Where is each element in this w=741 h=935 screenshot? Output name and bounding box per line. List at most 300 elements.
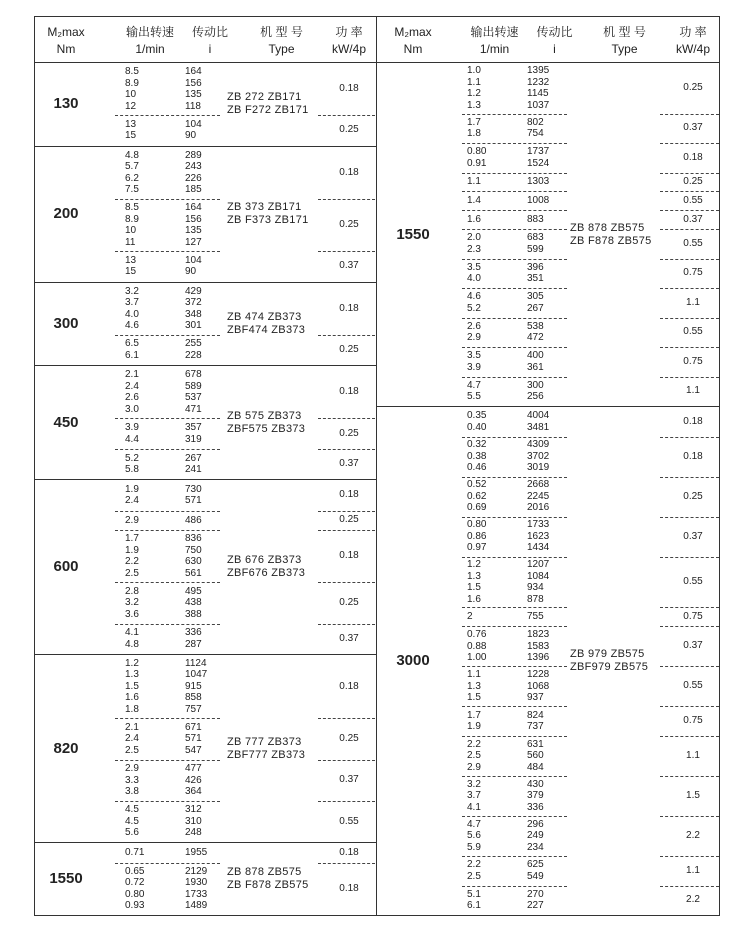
- ratio: 878: [527, 593, 544, 605]
- ratio: 248: [185, 827, 202, 839]
- output-speed: 15: [125, 266, 137, 278]
- table-header: [377, 17, 720, 62]
- output-speed: 1.7: [467, 116, 481, 128]
- output-speed: 4.8: [125, 149, 139, 161]
- output-speed: 5.2: [467, 302, 481, 314]
- group-separator: [115, 251, 220, 252]
- header-type-line: 机 型 号: [603, 25, 646, 39]
- output-speed: 2.2: [467, 738, 481, 750]
- power-separator: [318, 418, 375, 419]
- ratio: 883: [527, 214, 544, 226]
- output-speed: 3.5: [467, 350, 481, 362]
- power-value: 0.25: [339, 343, 359, 355]
- power-separator: [660, 437, 719, 438]
- output-speed: 4.1: [467, 801, 481, 813]
- header-power-line: kW/4p: [675, 42, 710, 56]
- power-separator: [318, 335, 375, 336]
- group-separator: [115, 863, 220, 864]
- header-speed-line: 输出转速: [125, 25, 174, 39]
- ratio: 379: [527, 790, 544, 802]
- power-separator: [318, 199, 375, 200]
- torque-block-820: [35, 655, 376, 842]
- power-value: 0.18: [339, 386, 359, 398]
- power-separator: [660, 143, 719, 144]
- group-separator: [115, 801, 220, 802]
- power-value: 0.18: [339, 680, 359, 692]
- ratio: 156: [185, 77, 202, 89]
- output-speed: 1.3: [125, 669, 139, 681]
- ratio: 472: [527, 332, 544, 344]
- group-separator: [462, 191, 567, 192]
- power-separator: [660, 626, 719, 627]
- ratio: 185: [185, 184, 202, 196]
- ratio: 396: [527, 261, 544, 273]
- output-speed: 1.2: [467, 559, 481, 571]
- type-code-line: ZB 979 ZB575: [570, 648, 645, 661]
- power-value: 0.18: [339, 302, 359, 314]
- ratio: 1232: [527, 76, 550, 88]
- group-separator: [115, 418, 220, 419]
- output-speed: 1.1: [467, 669, 481, 681]
- output-speed: 2: [467, 611, 473, 623]
- output-speed: 1.5: [467, 582, 481, 594]
- header-power-line: 功 率: [335, 25, 363, 39]
- ratio: 471: [185, 403, 202, 415]
- header-type: [240, 24, 323, 58]
- header-speed-line: 1/min: [479, 42, 510, 56]
- group-separator: [462, 706, 567, 707]
- power-separator: [660, 886, 719, 887]
- ratio: 1930: [185, 877, 208, 889]
- power-value: 0.55: [683, 326, 703, 338]
- type-code-line: ZB 272 ZB171: [227, 91, 302, 104]
- group-separator: [115, 511, 220, 512]
- group-separator: [462, 557, 567, 558]
- ratio: 3481: [527, 421, 550, 433]
- output-speed: 6.1: [125, 349, 139, 361]
- output-speed: 1.1: [467, 176, 481, 188]
- ratio: 430: [527, 778, 544, 790]
- ratio: 289: [185, 149, 202, 161]
- torque-value: 450: [53, 413, 79, 431]
- ratio: 300: [527, 379, 544, 391]
- power-value: 0.25: [339, 427, 359, 439]
- ratio: 1733: [527, 519, 550, 531]
- output-speed: 0.69: [467, 502, 487, 514]
- power-separator: [660, 210, 719, 211]
- output-speed: 1.5: [125, 680, 139, 692]
- power-value: 0.55: [683, 576, 703, 588]
- output-speed: 1.1: [467, 76, 481, 88]
- group-separator: [115, 530, 220, 531]
- ratio: 1524: [527, 157, 550, 169]
- ratio: 319: [185, 433, 202, 445]
- output-speed: 4.7: [467, 379, 481, 391]
- group-separator: [462, 318, 567, 319]
- output-speed: 1.6: [125, 692, 139, 704]
- header-torque-line: M₂max: [47, 25, 85, 39]
- output-speed: 2.5: [467, 750, 481, 762]
- type-code-line: ZB F373 ZB171: [227, 214, 309, 227]
- torque-block-200: [35, 147, 376, 282]
- ratio: 1037: [527, 99, 550, 111]
- output-speed: 2.4: [125, 733, 139, 745]
- ratio: 1489: [185, 900, 208, 912]
- ratio: 400: [527, 350, 544, 362]
- output-speed: 2.0: [467, 232, 481, 244]
- power-value: 0.37: [339, 632, 359, 644]
- output-speed: 1.8: [125, 703, 139, 715]
- ratio: 301: [185, 320, 202, 332]
- output-speed: 1.6: [467, 214, 481, 226]
- group-separator: [462, 259, 567, 260]
- output-speed: 1.7: [467, 709, 481, 721]
- power-separator: [660, 318, 719, 319]
- group-separator: [462, 173, 567, 174]
- output-speed: 5.5: [467, 391, 481, 403]
- output-speed: 0.62: [467, 490, 487, 502]
- output-speed: 2.3: [467, 243, 481, 255]
- group-separator: [462, 288, 567, 289]
- output-speed: 0.97: [467, 542, 487, 554]
- type-code-line: ZB 878 ZB575: [227, 866, 302, 879]
- power-separator: [660, 229, 719, 230]
- group-separator: [462, 347, 567, 348]
- group-separator: [462, 477, 567, 478]
- type-code-line: ZB 373 ZB171: [227, 201, 302, 214]
- group-separator: [462, 517, 567, 518]
- power-value: 0.55: [683, 680, 703, 692]
- output-speed: 0.72: [125, 877, 145, 889]
- output-speed: 3.9: [125, 422, 139, 434]
- ratio: 754: [527, 128, 544, 140]
- power-separator: [660, 706, 719, 707]
- ratio: 625: [527, 859, 544, 871]
- group-separator: [462, 816, 567, 817]
- output-speed: 5.8: [125, 464, 139, 476]
- power-separator: [660, 377, 719, 378]
- output-speed: 0.71: [125, 847, 145, 859]
- output-speed: 1.3: [467, 570, 481, 582]
- torque-block-450: [35, 366, 376, 479]
- output-speed: 13: [125, 118, 137, 130]
- power-value: 0.75: [683, 267, 703, 279]
- ratio: 255: [185, 338, 202, 350]
- group-separator: [115, 199, 220, 200]
- output-speed: 7.5: [125, 184, 139, 196]
- output-speed: 0.76: [467, 629, 487, 641]
- power-separator: [660, 347, 719, 348]
- output-speed: 12: [125, 100, 137, 112]
- group-separator: [462, 776, 567, 777]
- ratio: 104: [185, 118, 202, 130]
- ratio: 267: [185, 452, 202, 464]
- power-value: 0.37: [683, 640, 703, 652]
- ratio: 267: [527, 302, 544, 314]
- ratio: 1068: [527, 680, 550, 692]
- output-speed: 5.2: [125, 452, 139, 464]
- group-separator: [115, 718, 220, 719]
- torque-value: 200: [53, 205, 79, 223]
- ratio: 135: [185, 89, 202, 101]
- output-speed: 5.6: [467, 830, 481, 842]
- header-type-line: 机 型 号: [260, 25, 303, 39]
- ratio: 571: [185, 495, 202, 507]
- power-separator: [318, 582, 375, 583]
- header-speed-line: 1/min: [135, 42, 165, 56]
- output-speed: 10: [125, 89, 137, 101]
- power-separator: [660, 114, 719, 115]
- type-code: [227, 866, 309, 892]
- output-speed: 0.80: [125, 888, 145, 900]
- output-speed: 2.2: [125, 556, 139, 568]
- output-speed: 0.52: [467, 479, 487, 491]
- ratio: 4004: [527, 410, 550, 422]
- header-torque-line: Nm: [56, 42, 76, 56]
- power-value: 0.55: [339, 815, 359, 827]
- group-separator: [462, 886, 567, 887]
- output-speed: 1.3: [467, 99, 481, 111]
- ratio: 484: [527, 761, 544, 773]
- group-separator: [115, 335, 220, 336]
- torque-value: 300: [53, 314, 79, 332]
- output-speed: 15: [125, 130, 137, 142]
- ratio: 560: [527, 750, 544, 762]
- power-value: 2.2: [686, 894, 700, 906]
- ratio: 631: [527, 738, 544, 750]
- ratio: 3702: [527, 450, 550, 462]
- ratio: 824: [527, 709, 544, 721]
- ratio: 858: [185, 692, 202, 704]
- header-torque: [35, 24, 97, 58]
- ratio: 4309: [527, 439, 550, 451]
- header-type: [582, 24, 667, 58]
- ratio: 2016: [527, 502, 550, 514]
- output-speed: 2.5: [125, 744, 139, 756]
- power-separator: [318, 511, 375, 512]
- output-speed: 8.5: [125, 66, 139, 78]
- type-code-line: ZB 676 ZB373: [227, 554, 302, 567]
- group-separator: [462, 114, 567, 115]
- type-code: [227, 201, 309, 227]
- type-code-line: ZBF979 ZB575: [570, 661, 649, 674]
- power-separator: [660, 288, 719, 289]
- ratio: 1955: [185, 847, 208, 859]
- power-value: 0.18: [339, 166, 359, 178]
- torque-value: 3000: [396, 652, 430, 670]
- ratio: 477: [185, 763, 202, 775]
- ratio: 118: [185, 100, 201, 112]
- output-speed: 2.9: [467, 332, 481, 344]
- torque-value: 600: [53, 558, 79, 576]
- ratio: 915: [185, 680, 202, 692]
- type-code-line: ZB 777 ZB373: [227, 735, 302, 748]
- power-separator: [318, 863, 375, 864]
- output-speed: 3.6: [125, 608, 139, 620]
- torque-block-600: [35, 480, 376, 654]
- ratio: 937: [527, 692, 544, 704]
- power-separator: [660, 191, 719, 192]
- ratio: 438: [185, 597, 202, 609]
- type-code-line: ZBF676 ZB373: [227, 567, 306, 580]
- header-ratio-line: i: [553, 42, 556, 56]
- output-speed: 4.6: [467, 291, 481, 303]
- header-power-line: 功 率: [679, 25, 707, 39]
- output-speed: 4.5: [125, 804, 139, 816]
- ratio: 361: [527, 361, 544, 373]
- output-speed: 8.9: [125, 213, 139, 225]
- ratio: 270: [527, 888, 544, 900]
- output-speed: 10: [125, 225, 137, 237]
- ratio: 305: [527, 291, 544, 303]
- ratio: 312: [185, 804, 202, 816]
- output-speed: 0.91: [467, 157, 487, 169]
- output-speed: 2.6: [467, 320, 481, 332]
- torque-block-3000: [377, 407, 720, 915]
- output-speed: 3.3: [125, 774, 139, 786]
- header-torque-line: M₂max: [394, 25, 432, 39]
- power-separator: [318, 530, 375, 531]
- ratio: 755: [527, 611, 544, 623]
- power-value: 0.55: [683, 237, 703, 249]
- output-speed: 11: [125, 236, 136, 248]
- ratio: 1396: [527, 652, 550, 664]
- output-speed: 2.9: [467, 761, 481, 773]
- output-speed: 2.5: [125, 567, 139, 579]
- power-value: 1.1: [686, 749, 700, 761]
- group-separator: [462, 437, 567, 438]
- power-separator: [660, 776, 719, 777]
- ratio: 156: [185, 213, 202, 225]
- ratio: 671: [185, 721, 202, 733]
- power-value: 2.2: [686, 830, 700, 842]
- ratio: 228: [185, 349, 202, 361]
- type-code-line: ZB F272 ZB171: [227, 104, 309, 117]
- ratio: 934: [527, 582, 544, 594]
- output-speed: 1.3: [467, 680, 481, 692]
- ratio: 757: [185, 703, 202, 715]
- ratio: 372: [185, 297, 202, 309]
- ratio: 336: [185, 627, 202, 639]
- ratio: 1084: [527, 570, 550, 582]
- header-torque-line: Nm: [403, 42, 423, 56]
- ratio: 1623: [527, 530, 550, 542]
- power-value: 1.1: [686, 864, 700, 876]
- power-value: 0.37: [683, 213, 703, 225]
- group-separator: [462, 856, 567, 857]
- power-separator: [660, 557, 719, 558]
- output-speed: 0.38: [467, 450, 487, 462]
- ratio: 426: [185, 774, 202, 786]
- ratio: 2129: [185, 865, 208, 877]
- ratio: 486: [185, 514, 202, 526]
- ratio: 388: [185, 608, 202, 620]
- output-speed: 5.1: [467, 888, 481, 900]
- ratio: 549: [527, 870, 544, 882]
- ratio: 1207: [527, 559, 550, 571]
- output-speed: 3.9: [467, 361, 481, 373]
- output-speed: 0.86: [467, 530, 487, 542]
- output-speed: 1.9: [467, 721, 481, 733]
- ratio: 561: [185, 567, 202, 579]
- output-speed: 1.2: [467, 88, 481, 100]
- torque-value: 1550: [49, 870, 83, 888]
- group-separator: [462, 210, 567, 211]
- output-speed: 5.7: [125, 161, 139, 173]
- torque-block-1550: [35, 843, 376, 915]
- output-speed: 0.80: [467, 519, 487, 531]
- ratio: 164: [185, 202, 202, 214]
- type-code-line: ZB 575 ZB373: [227, 409, 302, 422]
- type-code-line: ZBF777 ZB373: [227, 748, 306, 761]
- output-speed: 1.00: [467, 652, 487, 664]
- ratio: 1434: [527, 542, 550, 554]
- output-speed: 1.8: [467, 128, 481, 140]
- power-value: 0.37: [339, 458, 359, 470]
- output-speed: 5.9: [467, 841, 481, 853]
- ratio: 90: [185, 130, 197, 142]
- output-speed: 1.9: [125, 483, 139, 495]
- output-speed: 2.4: [125, 495, 139, 507]
- power-separator: [318, 801, 375, 802]
- ratio: 1583: [527, 640, 550, 652]
- power-value: 0.18: [339, 847, 359, 858]
- power-separator: [660, 517, 719, 518]
- output-speed: 0.65: [125, 865, 145, 877]
- ratio: 538: [527, 320, 544, 332]
- power-value: 0.25: [339, 514, 359, 526]
- output-speed: 3.2: [125, 597, 139, 609]
- output-speed: 3.2: [125, 285, 139, 297]
- ratio: 1823: [527, 629, 550, 641]
- ratio: 1047: [185, 669, 208, 681]
- header-ratio-line: 传动比: [191, 25, 228, 39]
- output-speed: 13: [125, 254, 137, 266]
- output-speed: 0.40: [467, 421, 487, 433]
- power-separator: [660, 477, 719, 478]
- output-speed: 6.2: [125, 172, 139, 184]
- ratio: 737: [527, 721, 544, 733]
- ratio: 678: [185, 369, 202, 381]
- power-value: 0.75: [683, 610, 703, 622]
- output-speed: 2.9: [125, 763, 139, 775]
- output-speed: 1.5: [467, 692, 481, 704]
- ratio: 730: [185, 483, 202, 495]
- output-speed: 2.2: [467, 859, 481, 871]
- type-code: [227, 736, 305, 762]
- group-separator: [115, 624, 220, 625]
- output-speed: 8.5: [125, 202, 139, 214]
- group-separator: [462, 143, 567, 144]
- output-speed: 1.0: [467, 65, 481, 77]
- power-separator: [318, 718, 375, 719]
- power-separator: [318, 251, 375, 252]
- group-separator: [462, 607, 567, 608]
- torque-value: 1550: [396, 225, 430, 243]
- type-code-line: ZB F878 ZB575: [227, 879, 309, 892]
- output-speed: 4.6: [125, 320, 139, 332]
- ratio: 241: [185, 464, 202, 476]
- output-speed: 2.8: [125, 585, 139, 597]
- type-code-line: ZBF474 ZB373: [227, 323, 306, 336]
- type-code: [227, 91, 309, 117]
- group-separator: [462, 626, 567, 627]
- header-ratio-line: 传动比: [536, 25, 573, 39]
- power-value: 0.55: [683, 194, 703, 206]
- group-separator: [115, 115, 220, 116]
- reducer-selection-table: [34, 16, 720, 916]
- ratio: 135: [185, 225, 202, 237]
